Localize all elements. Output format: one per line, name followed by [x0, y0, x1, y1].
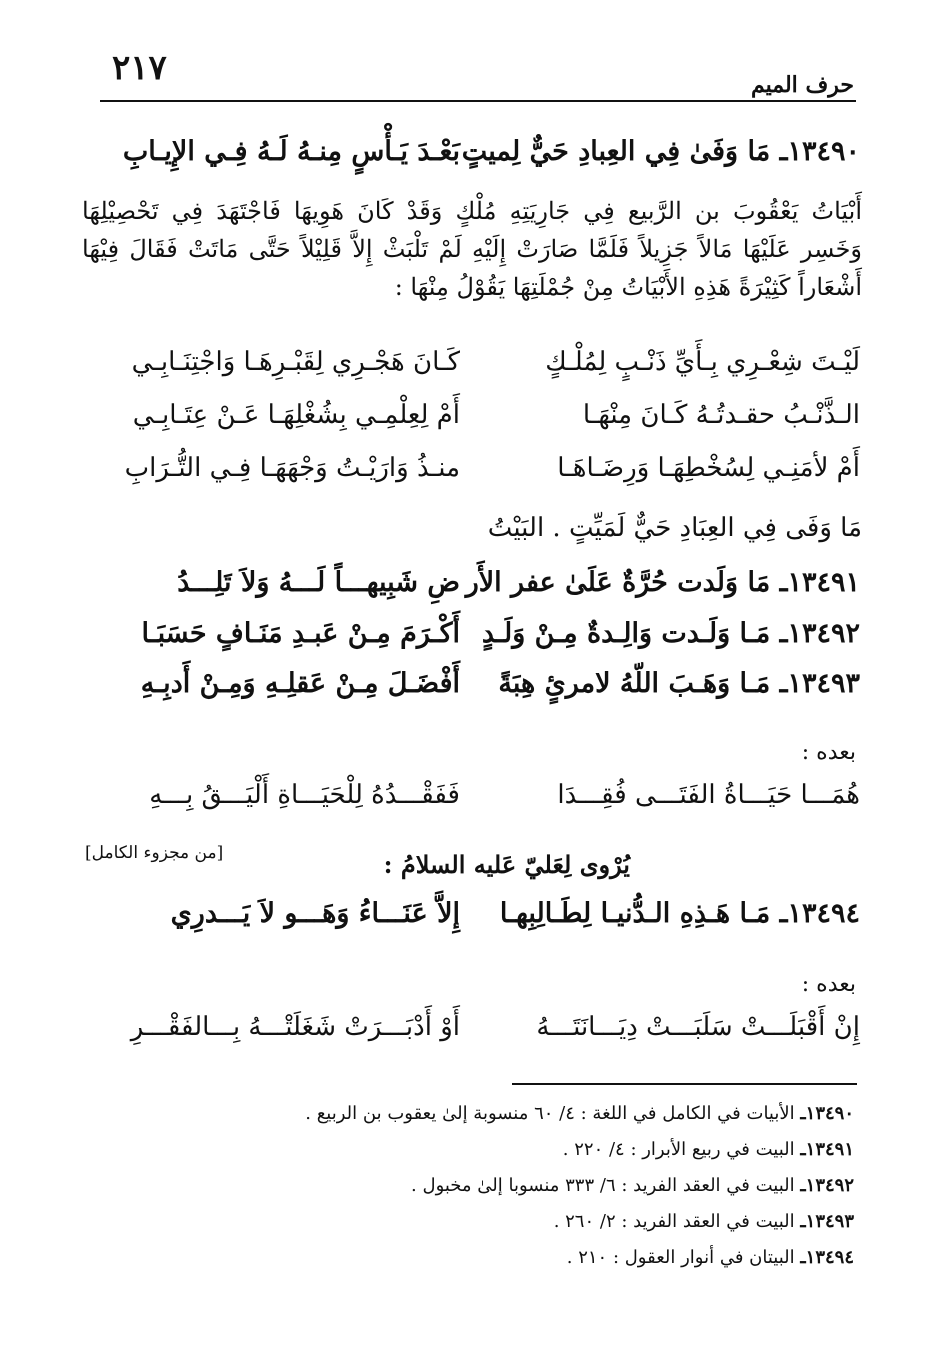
poem-line	[100, 453, 860, 503]
footnote-text: البيتان في أنوار العقول : ٢١٠ .	[566, 1247, 795, 1268]
footnote	[94, 1204, 854, 1240]
footnote-text: البيت في ربيع الأبرار : ٤/ ٢٢٠ .	[562, 1139, 795, 1160]
verse-second-hemistich: أَوْ أَدْبَـــرَتْ شَغَلَتْـــهُ بِـــالفَقْـــرِ	[130, 1012, 460, 1042]
verse-13493	[100, 668, 860, 718]
section-title: حرف الميم	[750, 72, 854, 98]
footnote-text: البيت في العقد الفريد : ٦/ ٣٣٣ منسوبا إلىٰ مخبول .	[411, 1175, 795, 1196]
entry-number: ١٣٤٩١ـ	[779, 567, 860, 598]
page-number: ٢١٧	[112, 48, 167, 88]
verse-first-hemistich	[461, 136, 860, 167]
verse-second-hemistich: أَفْضَـلَ مِـنْ عَقلِـهِ وَمِـنْ أَدبِـهِ	[140, 668, 460, 699]
verse-13494	[100, 898, 860, 948]
after-label: بعده :	[801, 972, 856, 997]
verse-second-hemistich: إِلاَّ عَنَـــاءُ وَهَـــو لاَ يَـــدرِي	[170, 898, 460, 929]
hemistich-text: مَا وَفَىٰ فِي العِبادِ حَيٌّ لِميتٍ	[461, 136, 771, 167]
verse-second-hemistich: منـذُ وَارَيْـتُ وَجْهَهَـا فِـي التُّـرَابِ	[124, 453, 460, 483]
verse-13492	[100, 618, 860, 668]
verse-first-hemistich: أَمْ لأمَنِـي لِسُخْطِهَـا وَرِضَـاهَـا	[557, 453, 860, 483]
verse-second-hemistich: ضِ شَبِيهـــاً لَـــهُ وَلاَ تَلِـــدُ	[177, 567, 460, 598]
hemistich-text: مَـا وَلَـدت وَالِـدةٌ مِـنْ وَلَـدٍ	[481, 618, 771, 649]
entry-number: ١٣٤٩٤ـ	[779, 898, 860, 929]
after-label: بعده :	[801, 740, 856, 765]
verse-first-hemistich: هُمَـــا حَيَـــاةُ الفَتَـــى فُقِـــدَا	[557, 780, 860, 810]
verse-second-hemistich: أَمْ لِعِلْمِـي بِشُغْلِهَـا عَـنْ عِتَـابِـي	[132, 400, 460, 430]
verse-first-hemistich: لَيْـتَ شِعْـرِي بِـأَيِّ ذَنْـبٍ لِمُلْـكٍ	[545, 347, 860, 377]
verse-13490	[100, 136, 860, 186]
closing-line: مَا وَفَى فِي العِبَادِ حَيٌّ لَمَيِّتٍ . البَيْتُ	[487, 513, 862, 543]
verse-after-13494	[100, 1012, 860, 1062]
poem-line	[100, 347, 860, 397]
footnote	[94, 1168, 854, 1204]
footnote-text: البيت في العقد الفريد : ٢/ ٢٦٠ .	[553, 1211, 795, 1232]
entry-number: ١٣٤٩٣ـ	[779, 668, 860, 699]
footnote-number: ١٣٤٩٤ـ	[800, 1247, 854, 1268]
verse-first-hemistich	[490, 668, 860, 699]
footnote-number: ١٣٤٩١ـ	[800, 1139, 854, 1160]
footnote-divider	[512, 1083, 857, 1085]
verse-after-13493	[100, 780, 860, 830]
footnote	[94, 1096, 854, 1132]
footnote-number: ١٣٤٩٢ـ	[800, 1175, 854, 1196]
footnotes	[94, 1096, 854, 1276]
footnote-number: ١٣٤٩٠ـ	[800, 1103, 854, 1124]
meter-label: [من مجزوء الكامل]	[85, 843, 224, 863]
verse-first-hemistich	[490, 898, 860, 929]
hemistich-text: مَـا وَهَـبَ اللّهُ لامرئٍ هِبَةً	[498, 668, 771, 699]
verse-first-hemistich	[465, 567, 860, 598]
footnote	[94, 1132, 854, 1168]
hemistich-text: مَـا هَـذِهِ الـدُّنيـا لِطَـالِبِهـا	[499, 898, 771, 929]
footnote	[94, 1240, 854, 1276]
poem-line	[100, 400, 860, 450]
verse-second-hemistich: فَفَقْـــدُهُ لِلْحَيَـــاةِ أَلْيَـــقُ بِـــهِ	[149, 780, 460, 810]
entry-number: ١٣٤٩٢ـ	[779, 618, 860, 649]
attribution-line: يُرْوى لِعَليّ عَليه السلامُ :	[383, 850, 630, 879]
verse-first-hemistich: الـذَّنْـبُ حقـدتُـهُ كَـانَ مِنْهَـا	[582, 400, 860, 430]
verse-second-hemistich: كَـانَ هَجْـرِي لِقَبْـرِهَـا وَاجْتِنَـابِـي	[131, 347, 460, 377]
verse-first-hemistich: إِنْ أَقْبَلَـــتْ سَلَبَـــتْ دِيَـــانَتَـــهُ	[536, 1012, 860, 1042]
entry-number: ١٣٤٩٠ـ	[779, 136, 860, 167]
prose-paragraph: أَبْيَاتُ يَعْقُوبَ بن الرَّبيع فِي جَارِيَتِهِ مُلْكٍ وَقَدْ كَانَ هَوِيهَا فَاجْتَهَدَ فِي تَحْصِيْلِهَا وَخَسِر عَلَيْهَا مَالاً جَزِيلاً فَلَمَّا صَارَتْ إِلَيْهِ لَمْ تَلْبَثْ إِلاَّ قَلِيْلاً حَتَّى مَاتَتْ فَقَالَ فِيْهَا أَشْعَاراً كَثِيْرَةً هَذِهِ الأَبْيَاتُ مِنْ جُمْلَتِهَا يَقُوْلُ مِنْهَا :	[82, 197, 862, 301]
verse-second-hemistich: أَكْـرَمَ مِـنْ عَبـدِ مَنَـافٍ حَسَبَـا	[141, 618, 460, 649]
header-divider	[100, 100, 856, 102]
hemistich-text: مَا وَلَدت حُرَّةٌ عَلَىٰ عفر الأَر	[465, 567, 771, 598]
footnote-number: ١٣٤٩٣ـ	[800, 1211, 854, 1232]
verse-second-hemistich: بَعْـدَ يَـأْسٍ مِنـهُ لَـهُ فِـي الإِيـابِ	[122, 136, 460, 167]
verse-13491	[100, 567, 860, 617]
footnote-text: الأبيات في الكامل في اللغة : ٤/ ٦٠ منسوبة إلىٰ يعقوب بن الربيع .	[305, 1103, 795, 1124]
verse-first-hemistich	[481, 618, 860, 649]
